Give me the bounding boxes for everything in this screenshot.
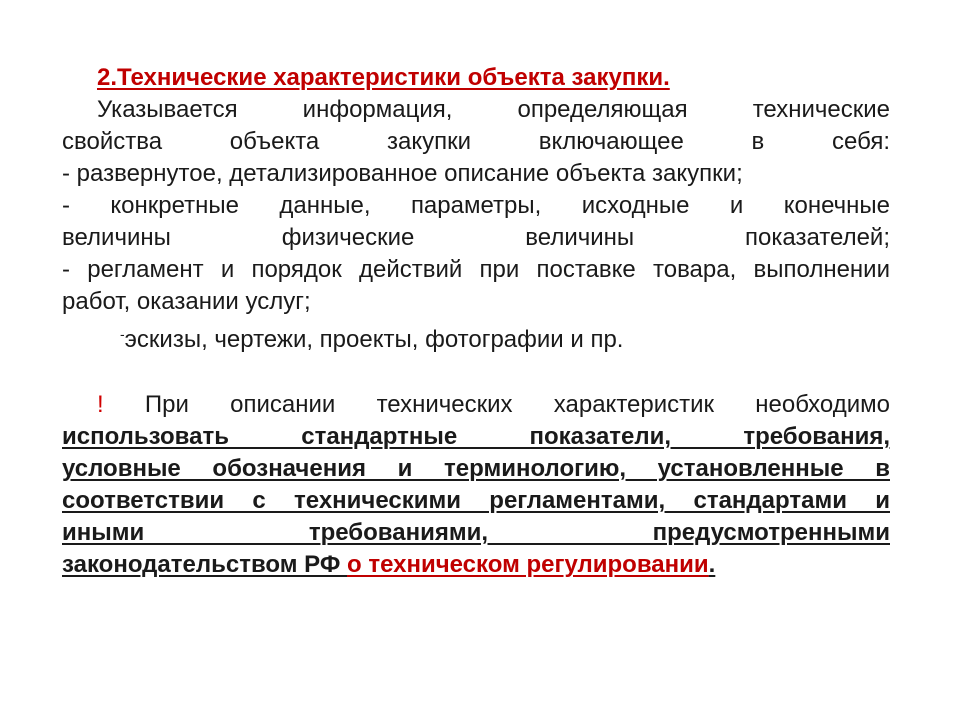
rule-line-1: использовать стандартные показатели, требования, bbox=[62, 423, 890, 450]
list-item-3-line-2: работ, оказании услуг; bbox=[62, 288, 311, 315]
slide-content bbox=[62, 62, 890, 581]
rule-line-3: соответствии с техническими регламентами, стандартами и bbox=[62, 487, 890, 514]
list-item-2-line-1: - конкретные данные, параметры, исходные и конечные bbox=[62, 192, 890, 219]
list-item-3-line-1: - регламент и порядок действий при поставке товара, выполнении bbox=[62, 256, 890, 283]
list-item-4-text: эскизы, чертежи, проекты, фотографии и пр. bbox=[124, 326, 624, 353]
note-text: При описании технических характеристик необходимо bbox=[103, 391, 890, 418]
list-item-2-line-2: величины физические величины показателей; bbox=[62, 224, 890, 251]
rule-line-2: условные обозначения и терминологию, установленные в bbox=[62, 455, 890, 482]
note-line bbox=[62, 389, 890, 421]
exclamation-mark: ! bbox=[97, 391, 104, 418]
list-item-1: - развернутое, детализированное описание объекта закупки; bbox=[62, 160, 743, 187]
rule-line-5-law: законодательством РФ bbox=[62, 551, 347, 578]
rule-line-5 bbox=[62, 549, 890, 581]
rule-line-5-end: . bbox=[708, 551, 716, 578]
list-item-4 bbox=[120, 318, 890, 356]
rule-line-4: иными требованиями, предусмотренными bbox=[62, 519, 890, 546]
rule-line-5-regulation: о техническом регулировании bbox=[347, 551, 709, 578]
intro-line-1: Указывается информация, определяющая технические bbox=[97, 96, 890, 123]
paragraph-gap bbox=[62, 356, 890, 389]
list-item-4-dash: - bbox=[120, 326, 125, 342]
slide-title: 2.Технические характеристики объекта закупки. bbox=[97, 64, 670, 91]
intro-line-2: свойства объекта закупки включающее в себя: bbox=[62, 128, 890, 155]
